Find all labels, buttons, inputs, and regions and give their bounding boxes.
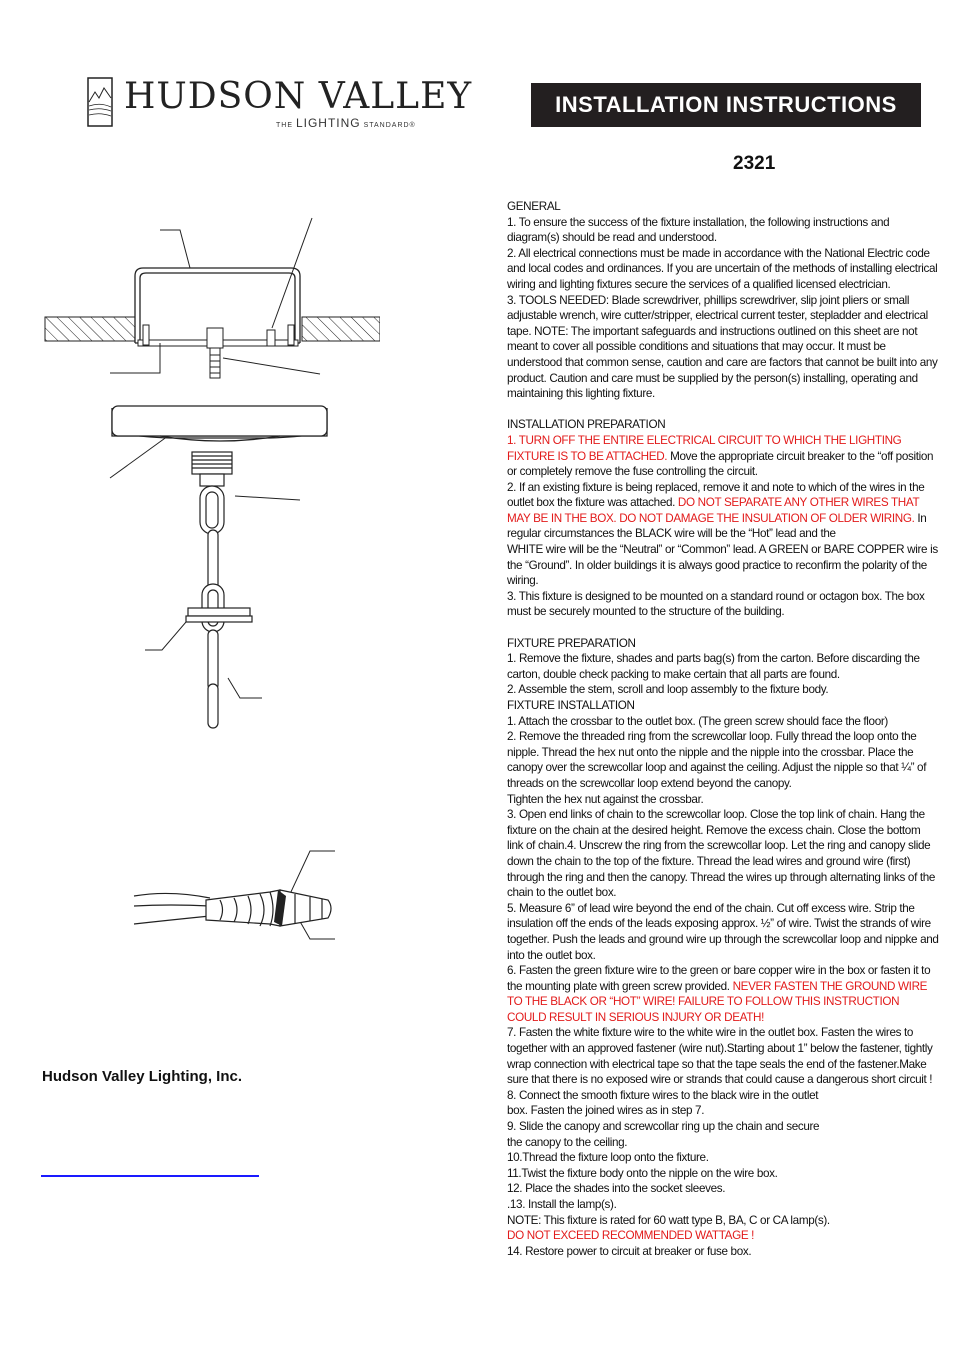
screwcollar-loop <box>192 452 232 534</box>
instruction-text: INSTALLATION PREPARATION <box>507 418 666 432</box>
instruction-text: the canopy to the ceiling. <box>507 1135 628 1149</box>
instruction-paragraph <box>507 417 939 433</box>
instruction-text: FIXTURE INSTALLATION <box>507 699 635 712</box>
instruction-paragraph <box>507 1088 939 1104</box>
instruction-paragraph <box>507 1228 939 1244</box>
instruction-paragraph <box>507 901 939 963</box>
instruction-paragraph <box>507 1244 939 1260</box>
instruction-text: 11.Twist the fixture body onto the nipple on the wire box. <box>507 1166 778 1180</box>
instruction-text: 2. Remove the threaded ring from the screwcollar loop. Fully thread the loop onto the nipple. Thread the hex nut onto the nipple and the nipple into the crossbar. Place the canopy over the screwcollar loop and against the ceiling. Adjust the nipple so that ¼” of threads on the screwcollar loop extend beyond the canopy. <box>507 730 927 790</box>
wire-nut <box>280 890 331 926</box>
brand-name: HUDSON VALLEY <box>124 76 473 117</box>
instruction-text: In regular circumstances the BLACK wire will be the “Hot” lead and the <box>507 511 927 541</box>
instruction-text: FIXTURE PREPARATION <box>507 636 636 650</box>
instruction-paragraph <box>507 1181 939 1197</box>
instruction-text: 3. TOOLS NEEDED: Blade screwdriver, phillips screwdriver, slip joint pliers or small adjustable wrench, wire cutter/stripper, electrical current tester, stepladder and electrical tape. NOTE: The important safeguards and instructions outlined on this sheet are not meant to cover all possible conditions and situations that may occur. It must be understood that common sense, caution and care are factors that cannot be built into any product. Caution and care must be supplied by the person(s) installing, operating and maintaining this lighting fixture. <box>507 293 938 401</box>
canopy <box>112 406 327 441</box>
instruction-paragraph <box>507 589 939 620</box>
instruction-paragraph <box>507 542 939 589</box>
company-name: Hudson Valley Lighting, Inc. <box>42 1068 243 1085</box>
paragraph-gap <box>507 402 939 418</box>
instruction-text: Tighten the hex nut against the crossbar. <box>507 792 704 806</box>
instruction-text: 6. Fasten the green fixture wire to the green or bare copper wire in the box or fasten it to the mounting plate with green screw provided. <box>507 964 931 993</box>
instruction-text: 9. Slide the canopy and screwcollar ring up the chain and secure <box>507 1120 820 1134</box>
model-number: 2321 <box>733 153 776 174</box>
electrical-tape <box>206 890 280 926</box>
warning-text: NEVER FASTEN THE GROUND WIRE TO THE BLACK OR “HOT” WIRE! FAILURE TO FOLLOW THIS INSTRUCTION COULD RESULT IN SERIOUS INJURY OR DEATH! <box>507 979 928 1024</box>
warning-text: DO NOT EXCEED RECOMMENDED WATTAGE ! <box>507 1229 755 1243</box>
instruction-text: GENERAL <box>507 200 561 213</box>
website-link[interactable] <box>41 1175 259 1177</box>
instruction-text: NOTE: This fixture is rated for 60 watt type B, BA, C or CA lamp(s). <box>507 1213 830 1227</box>
warning-text: 1. TURN OFF THE ENTIRE ELECTRICAL CIRCUIT TO WHICH THE LIGHTING FIXTURE IS TO BE ATTACHED. <box>507 433 902 463</box>
instruction-paragraph <box>507 698 939 714</box>
instruction-text: 3. Open end links of chain to the screwcollar loop. Close the top link of chain. Hang the fixture on the chain at the desired height. Remove the excess chain. Close the bottom link of chain.4. Unscrew the ring from the screwcollar loop. Let the ring and canopy slide down the chain to the top of the fixture. Thread the lead wires and ground wire (first) through the ring and then the canopy. Thread the wires up through alternating links of the chain to the outlet box. <box>507 808 936 900</box>
instruction-paragraph <box>507 682 939 698</box>
warning-text: DO NOT SEPARATE ANY OTHER WIRES THAT MAY BE IN THE BOX. DO NOT DAMAGE THE INSULATION OF OLDER WIRING. <box>507 496 920 525</box>
instruction-text: 1. To ensure the success of the fixture installation, the following instructions and diagram(s) should be read and understood. <box>507 215 890 245</box>
instruction-paragraph <box>507 215 939 246</box>
instruction-paragraph <box>507 963 939 1025</box>
instruction-text: 1. Attach the crossbar to the outlet box. (The green screw should face the floor) <box>507 714 888 728</box>
instruction-paragraph <box>507 1135 939 1151</box>
instruction-paragraph <box>507 1197 939 1213</box>
instruction-text: 2. Assemble the stem, scroll and loop assembly to the fixture body. <box>507 683 829 697</box>
instruction-paragraph <box>507 1213 939 1229</box>
instruction-text: WHITE wire will be the “Neutral” or “Common” lead. A GREEN or BARE COPPER wire is the “Ground”. In older buildings it is always good practice to reconfirm the polarity of the wiring. <box>507 543 938 588</box>
instruction-paragraph <box>507 807 939 901</box>
instruction-text: 5. Measure 6” of lead wire beyond the end of the chain. Cut off excess wire. Strip the insulation off the ends of the leads exposing approx. ½” of wire. Twist the strands of wire together. Push the leads and ground wire up through the screwcollar loop and nippke and into the outlet box. <box>507 901 939 962</box>
wire-connection-diagram <box>130 846 370 946</box>
instruction-text: 1. Remove the fixture, shades and parts bag(s) from the carton. Before discarding the carton, double check packing to make certain that all parts are found. <box>507 652 920 681</box>
instruction-paragraph <box>507 1119 939 1135</box>
instruction-text: Move the appropriate circuit breaker to the “off position or completely remove the fuse controlling the circuit. <box>507 449 934 479</box>
instruction-paragraph <box>507 792 939 808</box>
instruction-paragraph <box>507 1166 939 1182</box>
instruction-paragraph <box>507 246 939 293</box>
instructions-text <box>507 199 939 1259</box>
paragraph-gap <box>507 620 939 636</box>
nipple <box>207 328 223 378</box>
instruction-paragraph <box>507 433 939 480</box>
instruction-paragraph <box>507 714 939 730</box>
instruction-text: 12. Place the shades into the socket sleeves. <box>507 1182 726 1196</box>
instruction-text: 8. Connect the smooth fixture wires to the black wire in the outlet <box>507 1088 819 1102</box>
instruction-text: 10.Thread the fixture loop onto the fixture. <box>507 1151 709 1165</box>
brand-logo <box>86 74 473 134</box>
instruction-paragraph <box>507 1025 939 1087</box>
instruction-paragraph <box>507 1103 939 1119</box>
instruction-paragraph <box>507 293 939 402</box>
instruction-text: 14. Restore power to circuit at breaker or fuse box. <box>507 1244 752 1258</box>
instruction-text: 3. This fixture is designed to be mounted on a standard round or octagon box. The box must be securely mounted to the structure of the building. <box>507 589 925 619</box>
instruction-paragraph <box>507 1150 939 1166</box>
instruction-paragraph <box>507 199 939 215</box>
instruction-text: .13. Install the lamp(s). <box>507 1198 617 1211</box>
instruction-text: box. Fasten the joined wires as in step 7. <box>507 1104 705 1118</box>
brand-tagline: THE LIGHTING STANDARD® <box>276 116 416 130</box>
instruction-text: 7. Fasten the white fixture wire to the white wire in the outlet box. Fasten the wires to together with an approved fastener (wire nut).Starting about 1” below the fastener, tightly wrap connection with electrical tape so that the tape seals the end of the fastener.Make sure that there is no exposed wire or strands that could cause a dangerous short circuit ! <box>507 1026 933 1087</box>
document-title-banner: INSTALLATION INSTRUCTIONS <box>531 83 921 127</box>
wire-bundle <box>134 893 210 924</box>
instruction-text: 2. All electrical connections must be made in accordance with the National Electric code and local codes and ordinances. If you are uncertain of the methods of installing electrical wiring and lighting fixtures secure the services of a qualified licensed electrician. <box>507 246 938 291</box>
instruction-text: 2. If an existing fixture is being replaced, remove it and note to which of the wires in the outlet box the fixture was attached. <box>507 480 925 510</box>
instruction-paragraph <box>507 636 939 652</box>
instruction-paragraph <box>507 651 939 682</box>
instruction-paragraph <box>507 480 939 542</box>
mountain-emblem-icon <box>86 76 116 128</box>
installation-diagram <box>40 210 380 750</box>
instruction-paragraph <box>507 729 939 791</box>
